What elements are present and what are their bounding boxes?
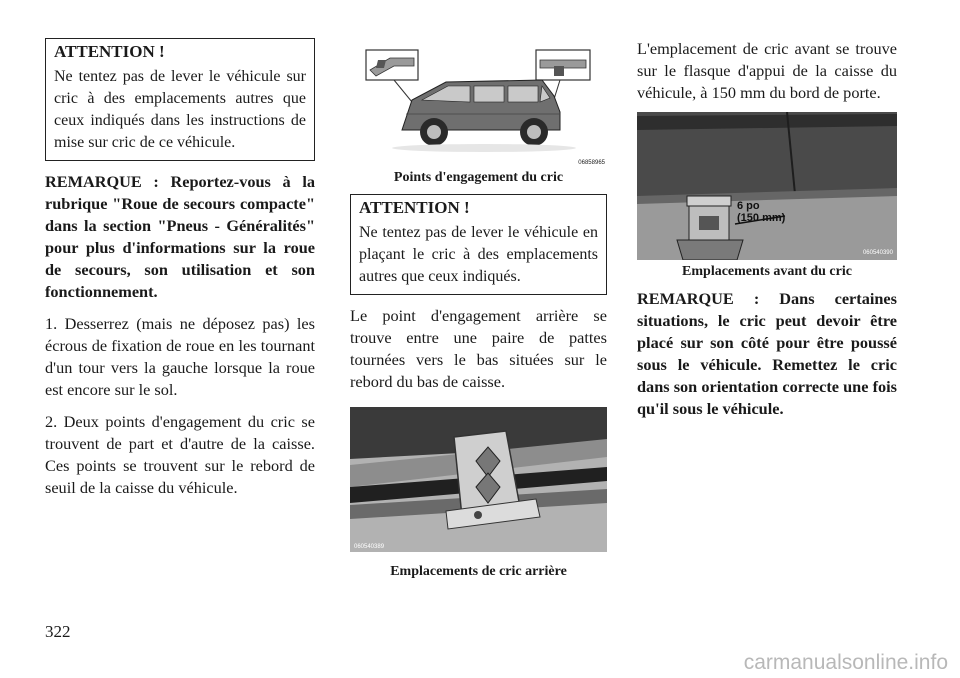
warning-title: ATTENTION ! <box>359 198 470 217</box>
figure-code: 06858965 <box>578 160 605 166</box>
column-right <box>637 38 897 420</box>
front-jack-paragraph: L'emplacement de cric avant se trouve sur le flasque d'appui de la caisse du véhicule, à 150 mm du bord de porte. <box>637 39 897 102</box>
warning-title: ATTENTION ! <box>54 42 165 61</box>
warning-text: Ne tentez pas de lever le véhicule sur cric à des emplacements autres que ceux indiqués dans les instructions de mise sur cric de ce véhicule. <box>54 68 306 151</box>
column-middle <box>350 38 607 588</box>
caption-front-jack: Emplacements avant du cric <box>682 264 852 279</box>
note-spare-wheel: REMARQUE : Reportez-vous à la rubrique "Roue de secours compacte" dans la section "Pneus - Généralités" pour plus d'informations sur la roue de secours, son utilisation et son fonctionnement. <box>45 172 315 301</box>
caption-rear-jack: Emplacements de cric arrière <box>390 564 567 579</box>
warning-box <box>350 194 607 295</box>
figure-front-jack <box>637 112 897 260</box>
step-1: 1. Desserrez (mais ne déposez pas) les écrous de fixation de roue en les tournant d'un tour vers la gauche lorsque la roue est encore sur le sol. <box>45 314 315 399</box>
figure-rear-jack <box>350 407 607 552</box>
caption-jack-points: Points d'engagement du cric <box>393 170 564 185</box>
page-number: 322 <box>45 622 71 641</box>
figure-code: 060540390 <box>862 250 893 256</box>
warning-box <box>45 38 315 161</box>
note-jack-orientation: REMARQUE : Dans certaines situations, le cric peut devoir être placé sur son côté pour être poussé sous le véhicule. Remettez le cric dans son orientation correcte une fois qu'il sous le véhicule. <box>637 289 897 418</box>
rear-jack-photo <box>350 407 607 552</box>
warning-text: Ne tentez pas de lever le véhicule en plaçant le cric à des emplacements autres que ceux indiqués. <box>359 224 598 285</box>
watermark: carmanualsonline.info <box>743 651 948 674</box>
front-jack-photo <box>637 112 897 260</box>
figure-jack-points <box>350 38 607 166</box>
figure-code: 060540389 <box>354 544 385 550</box>
minivan-jacking-points-illustration <box>350 38 607 166</box>
rear-jack-paragraph: Le point d'engagement arrière se trouve entre une paire de pattes tournées vers le bas situées sur le rebord du bas de caisse. <box>350 306 607 391</box>
measurement-label: 6 po (150 mm) <box>737 200 786 224</box>
column-left <box>45 38 315 499</box>
step-2: 2. Deux points d'engagement du cric se trouvent de part et d'autre de la caisse. Ces points se trouvent sur le rebord de seuil de la caisse du véhicule. <box>45 412 315 497</box>
